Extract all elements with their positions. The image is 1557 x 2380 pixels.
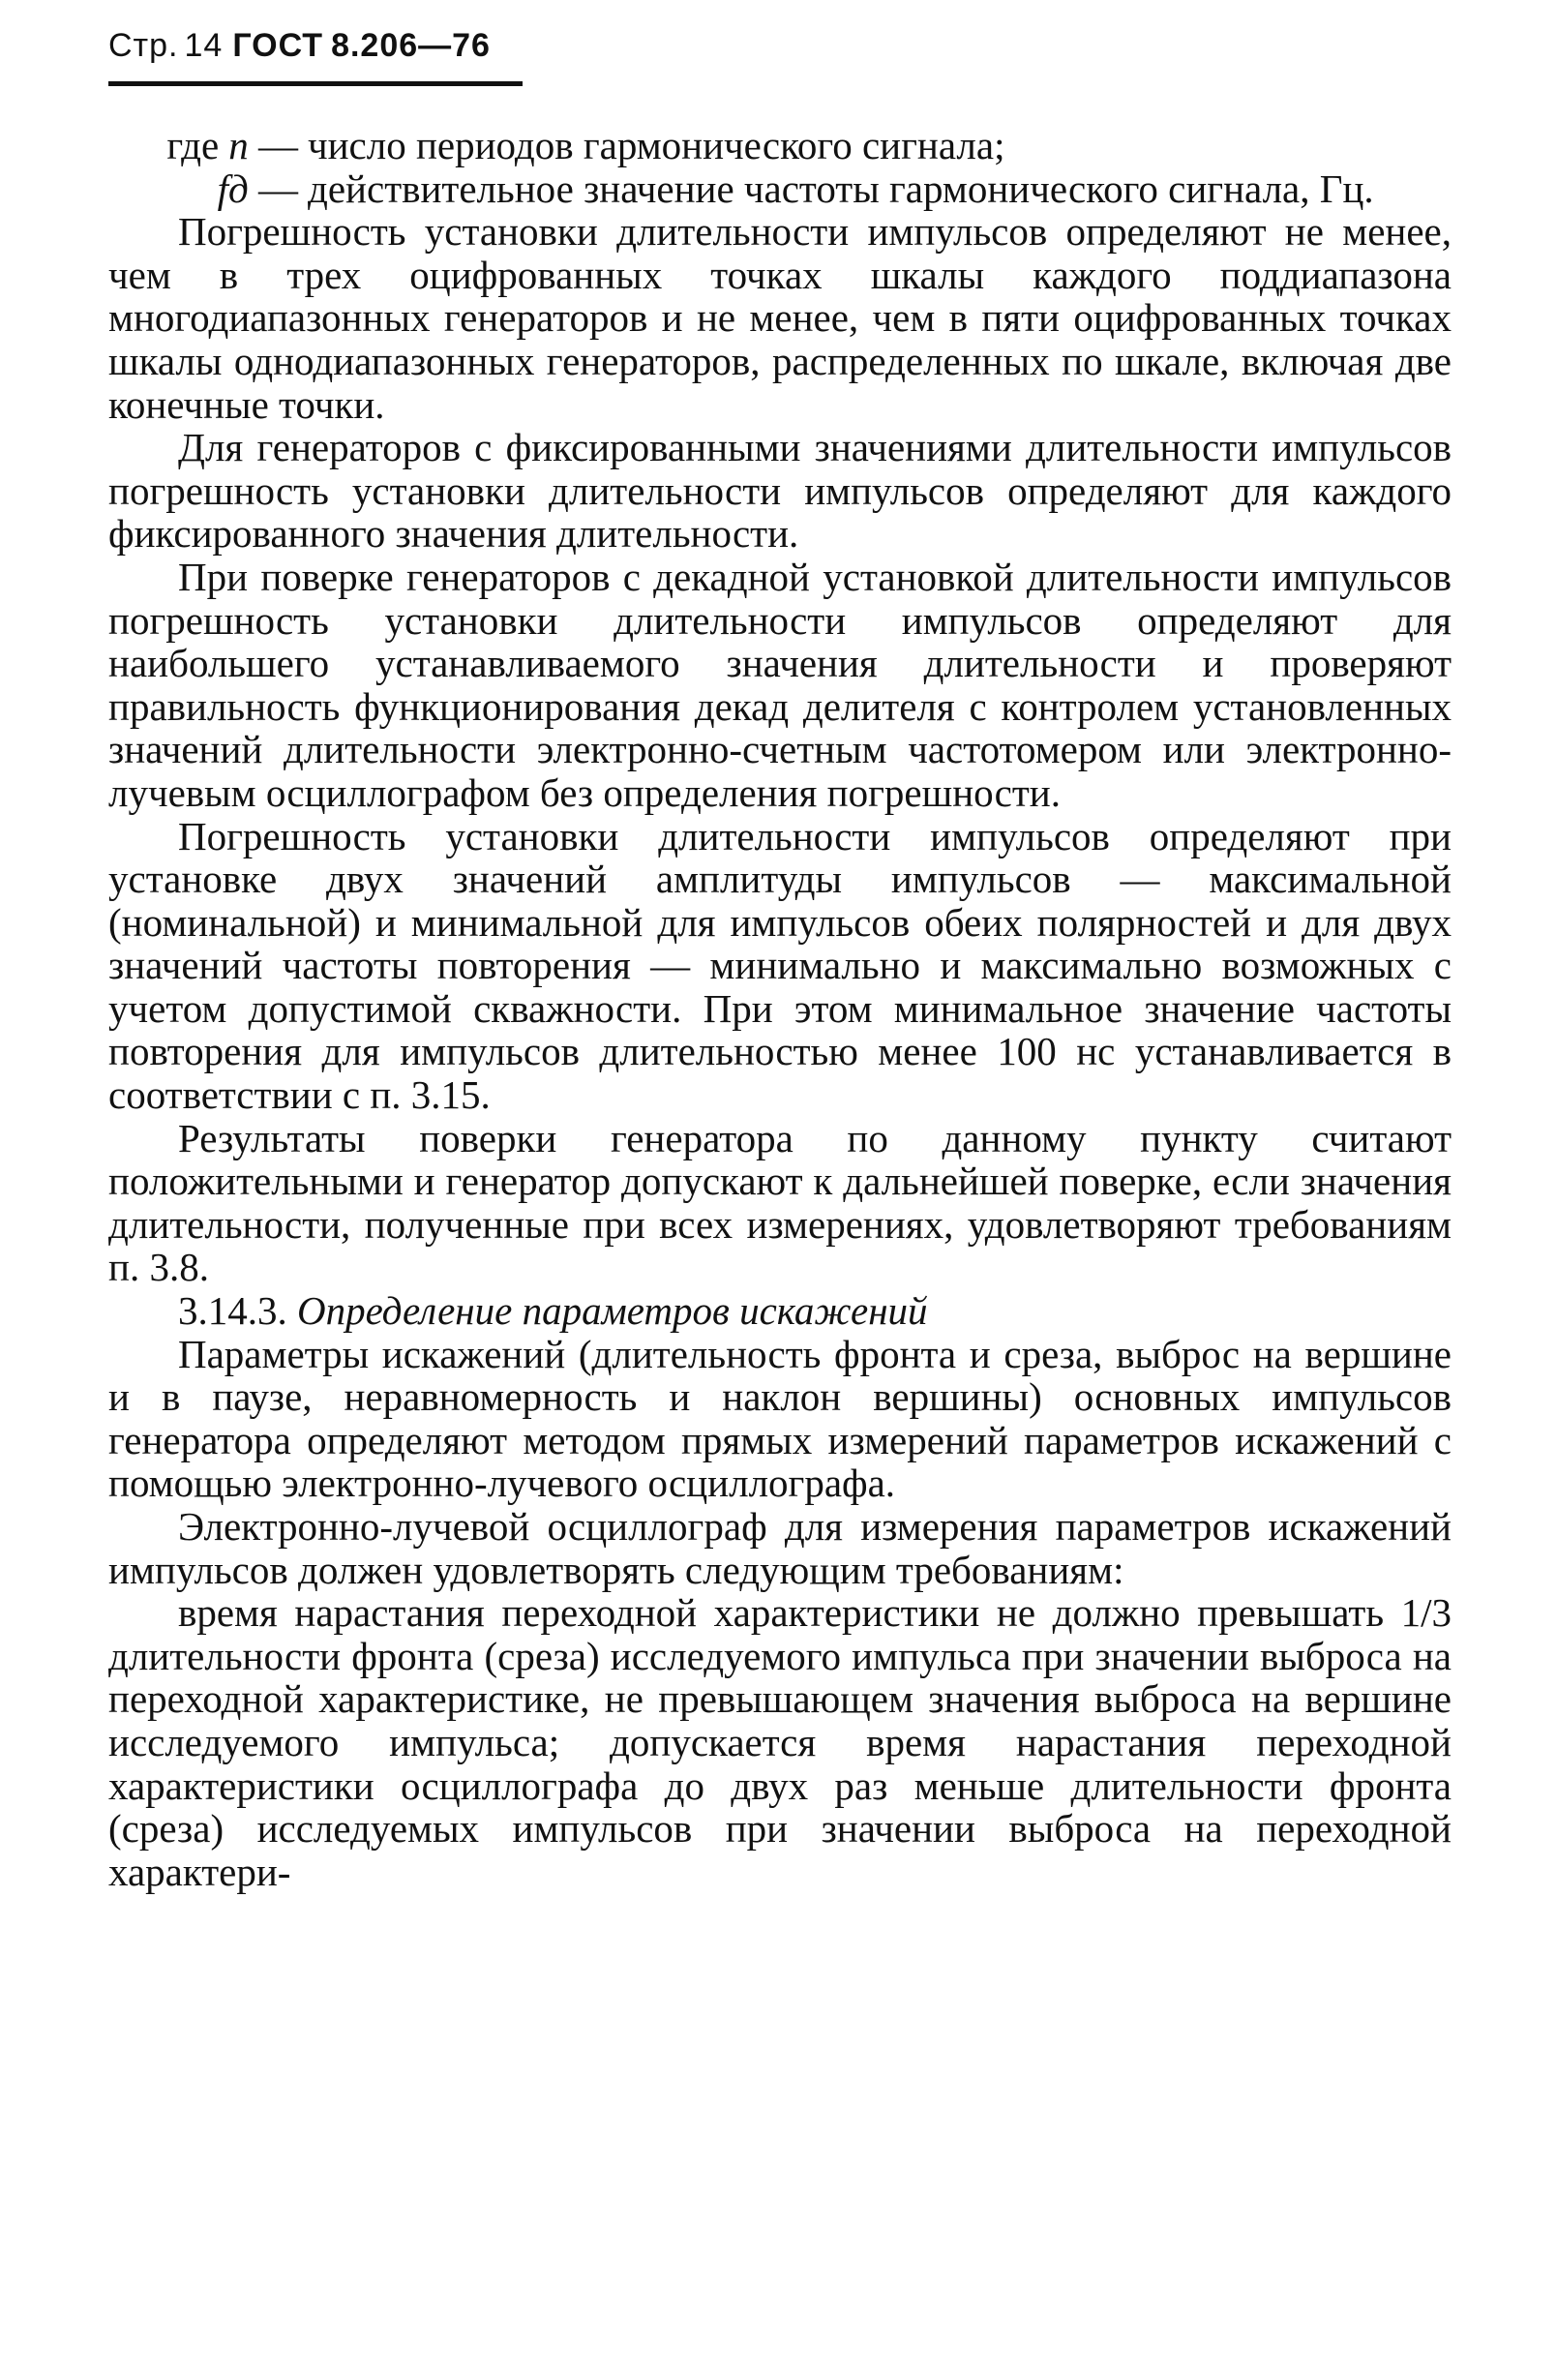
section-number: 3.14.3. — [178, 1288, 287, 1334]
legend-prefix: где — [166, 123, 220, 167]
legend-symbol: n — [228, 123, 249, 167]
header-rule — [108, 81, 523, 86]
document-body — [108, 124, 1452, 1893]
requirement-text-before: время нарастания переходной характеристики не должно превышать — [178, 1590, 1385, 1636]
paragraph: Для генераторов с фиксированными значениями длительности импульсов погрешность установки длительности импульсов определяют для каждого фиксированного значения длительности. — [108, 425, 1452, 557]
paragraph: Погрешность установки длительности импульсов определяют при установке двух значений амплитуды импульсов — максимальной (номинальной) и минимальной для импульсов обеих полярностей и для двух значений частоты повторения — минимально и максимально возможных с учетом допустимой скважности. При этом минимальное значение частоты повторения для импульсов длительностью менее 100 нс устанавливается в соответствии с п. 3.15. — [108, 813, 1452, 1118]
section-title: Определение параметров искажений — [297, 1288, 928, 1334]
legend-term — [108, 167, 308, 211]
paragraph: Параметры искажений (длительность фронта и среза, выброс на вершине и в паузе, неравномерность и наклон вершины) основных импульсов генератора определяют методом прямых измерений параметров искажений с помощью электронно-лучевого осциллографа. — [108, 1331, 1452, 1506]
page-header — [108, 27, 491, 65]
requirement-fraction: 1/3 — [1400, 1590, 1452, 1636]
section-heading — [108, 1289, 1452, 1333]
standard-name: ГОСТ — [232, 27, 324, 64]
legend-term — [108, 124, 308, 167]
legend-item-fd — [108, 167, 1452, 211]
standard-number: 8.206—76 — [331, 27, 491, 64]
legend-item-n — [108, 124, 1452, 167]
legend-dash: — — [258, 123, 298, 167]
legend-symbol: fд — [217, 166, 249, 211]
paragraph: Результаты поверки генератора по данному пункту считают положительными и генератор допускают к дальнейшей поверке, если значения длительности, полученные при всех измерениях, удовлетворяют требованиям п. 3.8. — [108, 1115, 1452, 1290]
page-label: Стр. — [108, 27, 179, 64]
paragraph: Погрешность установки длительности импульсов определяют не менее, чем в трех оцифрованных точках шкалы каждого поддиапазона многодиапазонных генераторов и не менее, чем в пяти оцифрованных точках шкалы однодиапазонных генераторов, распределенных по шкале, включая две конечные точки. — [108, 209, 1452, 427]
paragraph: При поверке генераторов с декадной установкой длительности импульсов погрешность установки длительности импульсов определяют для наибольшего устанавливаемого значения длительности и проверяют правильность функционирования декад делителя с контролем установленных значений длительности электронно-счетным частотомером или электронно-лучевым осциллографом без определения погрешности. — [108, 554, 1452, 815]
requirement-paragraph — [108, 1591, 1452, 1893]
paragraph: Электронно-лучевой осциллограф для измерения параметров искажений импульсов должен удовлетворять следующим требованиям: — [108, 1504, 1452, 1592]
page-number: 14 — [184, 27, 224, 64]
legend-description: действительное значение частоты гармонического сигнала, Гц. — [308, 166, 1374, 211]
requirement-text-after: длительности фронта (среза) исследуемого импульса при значении выброса на переходной характеристике, не превышающем значения выброса на вершине исследуемого импульса; допускается время нарастания переходной характеристики осциллографа до двух раз меньше длительности фронта (среза) исследуемых импульсов при значении выброса на переходной характери- — [108, 1633, 1452, 1894]
legend-description: число периодов гармонического сигнала; — [308, 123, 1005, 167]
legend-dash: — — [258, 166, 298, 211]
